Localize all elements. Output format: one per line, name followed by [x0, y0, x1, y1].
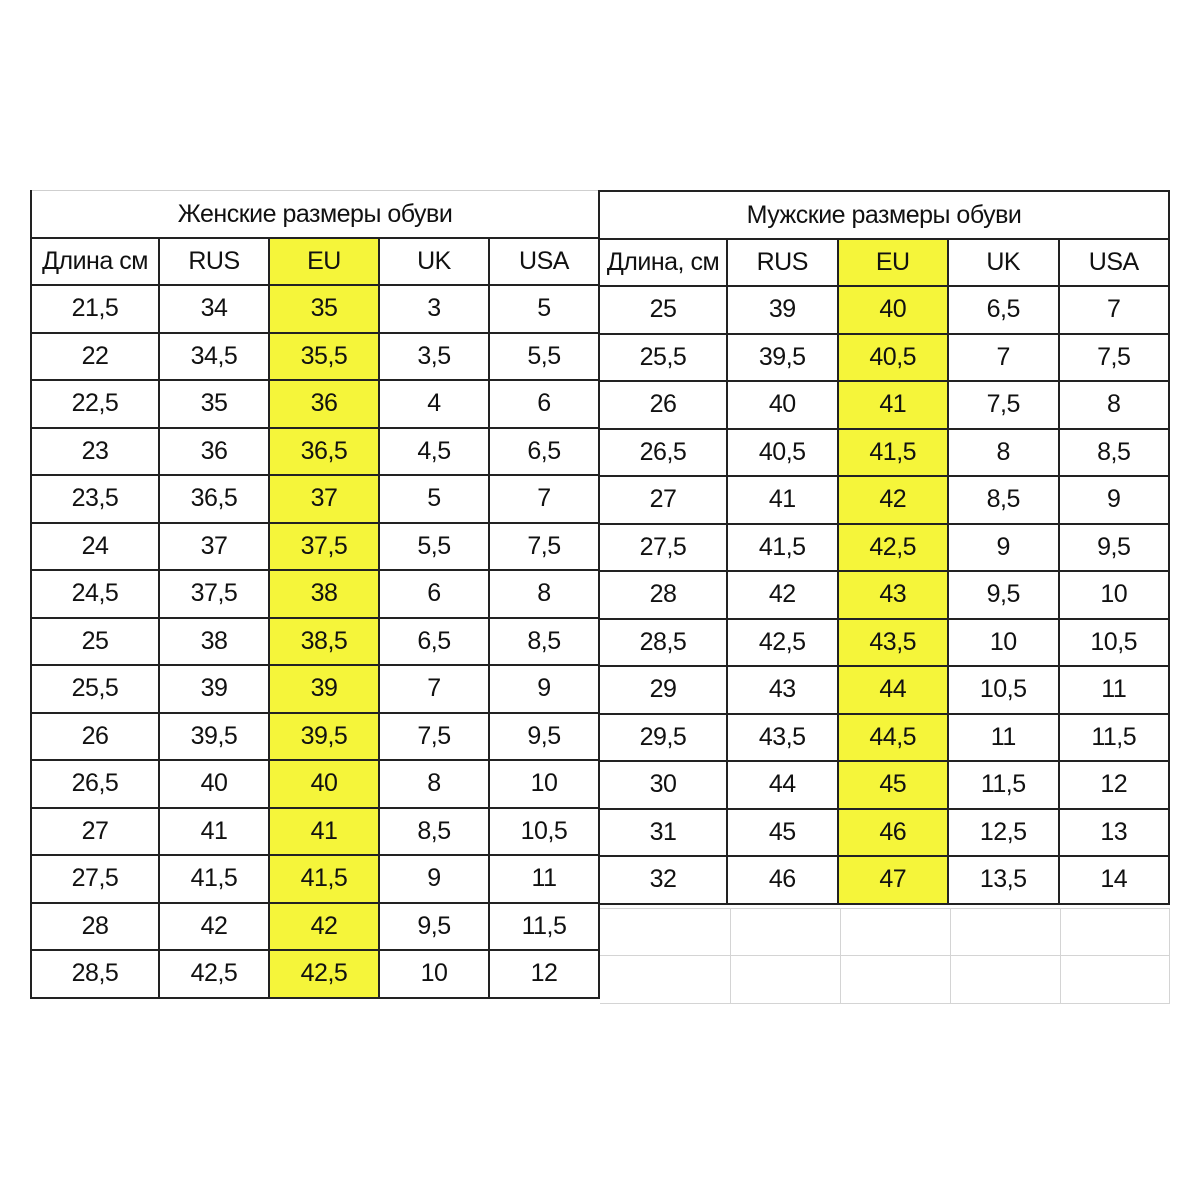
men-cell-uk: 8,5 — [948, 476, 1059, 524]
women-cell-eu: 38 — [269, 570, 379, 618]
women-cell-usa: 5 — [489, 285, 599, 333]
men-cell-uk: 10 — [948, 619, 1059, 667]
women-cell-uk: 6,5 — [379, 618, 489, 666]
women-cell-eu: 40 — [269, 760, 379, 808]
women-cell-rus: 35 — [159, 380, 269, 428]
women-cell-eu: 37 — [269, 475, 379, 523]
women-cell-length: 25 — [31, 618, 159, 666]
women-cell-rus: 34,5 — [159, 333, 269, 381]
women-cell-usa: 7,5 — [489, 523, 599, 571]
women-cell-length: 28 — [31, 903, 159, 951]
women-cell-length: 23 — [31, 428, 159, 476]
table-row — [31, 903, 599, 951]
men-cell-rus: 41 — [727, 476, 838, 524]
grid-line — [840, 908, 841, 1004]
men-cell-eu: 44,5 — [838, 714, 949, 762]
men-cell-uk: 7 — [948, 334, 1059, 382]
men-cell-usa: 7 — [1059, 286, 1170, 334]
men-cell-rus: 39 — [727, 286, 838, 334]
women-cell-usa: 10 — [489, 760, 599, 808]
women-cell-eu: 37,5 — [269, 523, 379, 571]
women-cell-uk: 3,5 — [379, 333, 489, 381]
women-cell-eu: 42 — [269, 903, 379, 951]
women-header-length: Длина см — [31, 238, 159, 285]
men-header-rus: RUS — [727, 239, 838, 286]
table-row — [599, 809, 1169, 857]
men-cell-uk: 11 — [948, 714, 1059, 762]
men-cell-uk: 8 — [948, 429, 1059, 477]
women-cell-rus: 37,5 — [159, 570, 269, 618]
table-row — [31, 475, 599, 523]
women-cell-uk: 5 — [379, 475, 489, 523]
men-cell-uk: 9,5 — [948, 571, 1059, 619]
women-cell-rus: 42 — [159, 903, 269, 951]
table-row — [599, 429, 1169, 477]
table-row — [31, 428, 599, 476]
women-cell-length: 27 — [31, 808, 159, 856]
women-cell-eu: 35 — [269, 285, 379, 333]
table-row — [599, 381, 1169, 429]
grid-line — [1169, 908, 1170, 1004]
men-cell-eu: 45 — [838, 761, 949, 809]
women-cell-length: 22,5 — [31, 380, 159, 428]
women-cell-length: 22 — [31, 333, 159, 381]
women-cell-rus: 36 — [159, 428, 269, 476]
men-cell-uk: 6,5 — [948, 286, 1059, 334]
men-cell-rus: 45 — [727, 809, 838, 857]
men-cell-usa: 11 — [1059, 666, 1170, 714]
men-cell-rus: 43,5 — [727, 714, 838, 762]
women-table-title: Женские размеры обуви — [31, 191, 599, 239]
women-cell-usa: 6,5 — [489, 428, 599, 476]
men-cell-rus: 42 — [727, 571, 838, 619]
women-cell-uk: 3 — [379, 285, 489, 333]
men-cell-length: 30 — [599, 761, 727, 809]
table-row — [599, 761, 1169, 809]
men-cell-eu: 41 — [838, 381, 949, 429]
men-cell-usa: 14 — [1059, 856, 1170, 904]
men-cell-length: 28,5 — [599, 619, 727, 667]
women-cell-rus: 41 — [159, 808, 269, 856]
women-cell-usa: 12 — [489, 950, 599, 998]
men-cell-eu: 40 — [838, 286, 949, 334]
women-cell-length: 25,5 — [31, 665, 159, 713]
table-row — [31, 760, 599, 808]
men-cell-eu: 42 — [838, 476, 949, 524]
grid-line — [1060, 908, 1061, 1004]
table-row — [31, 333, 599, 381]
women-cell-uk: 5,5 — [379, 523, 489, 571]
women-cell-usa: 7 — [489, 475, 599, 523]
men-cell-length: 32 — [599, 856, 727, 904]
women-cell-uk: 9,5 — [379, 903, 489, 951]
women-cell-length: 26,5 — [31, 760, 159, 808]
grid-line — [730, 908, 731, 1004]
men-cell-uk: 10,5 — [948, 666, 1059, 714]
men-cell-uk: 13,5 — [948, 856, 1059, 904]
men-cell-rus: 42,5 — [727, 619, 838, 667]
men-cell-length: 25,5 — [599, 334, 727, 382]
women-cell-rus: 39,5 — [159, 713, 269, 761]
table-row — [31, 808, 599, 856]
table-row — [31, 618, 599, 666]
men-cell-uk: 9 — [948, 524, 1059, 572]
men-cell-rus: 46 — [727, 856, 838, 904]
women-cell-usa: 11 — [489, 855, 599, 903]
women-cell-usa: 6 — [489, 380, 599, 428]
men-cell-length: 26 — [599, 381, 727, 429]
men-cell-length: 31 — [599, 809, 727, 857]
women-header-uk: UK — [379, 238, 489, 285]
men-cell-length: 29 — [599, 666, 727, 714]
men-cell-eu: 44 — [838, 666, 949, 714]
men-cell-eu: 43,5 — [838, 619, 949, 667]
women-cell-uk: 7,5 — [379, 713, 489, 761]
men-cell-rus: 44 — [727, 761, 838, 809]
women-header-rus: RUS — [159, 238, 269, 285]
table-row — [599, 714, 1169, 762]
men-cell-usa: 9 — [1059, 476, 1170, 524]
women-cell-uk: 10 — [379, 950, 489, 998]
table-row — [599, 571, 1169, 619]
women-cell-eu: 36,5 — [269, 428, 379, 476]
men-header-uk: UK — [948, 239, 1059, 286]
women-cell-eu: 41 — [269, 808, 379, 856]
women-cell-usa: 8,5 — [489, 618, 599, 666]
table-row — [599, 334, 1169, 382]
women-cell-eu: 39 — [269, 665, 379, 713]
table-row — [599, 666, 1169, 714]
men-cell-eu: 46 — [838, 809, 949, 857]
men-cell-usa: 8 — [1059, 381, 1170, 429]
table-row — [599, 476, 1169, 524]
table-row — [31, 570, 599, 618]
men-cell-rus: 43 — [727, 666, 838, 714]
table-row — [31, 713, 599, 761]
women-cell-eu: 36 — [269, 380, 379, 428]
men-cell-usa: 11,5 — [1059, 714, 1170, 762]
men-cell-eu: 43 — [838, 571, 949, 619]
women-cell-uk: 7 — [379, 665, 489, 713]
women-cell-uk: 6 — [379, 570, 489, 618]
men-cell-eu: 41,5 — [838, 429, 949, 477]
women-cell-eu: 35,5 — [269, 333, 379, 381]
table-row — [31, 855, 599, 903]
women-cell-eu: 41,5 — [269, 855, 379, 903]
men-cell-eu: 40,5 — [838, 334, 949, 382]
women-cell-rus: 37 — [159, 523, 269, 571]
table-row — [599, 524, 1169, 572]
men-cell-usa: 12 — [1059, 761, 1170, 809]
men-header-usa: USA — [1059, 239, 1170, 286]
men-cell-usa: 7,5 — [1059, 334, 1170, 382]
men-cell-length: 27,5 — [599, 524, 727, 572]
men-cell-rus: 41,5 — [727, 524, 838, 572]
women-cell-usa: 8 — [489, 570, 599, 618]
men-cell-length: 28 — [599, 571, 727, 619]
men-cell-uk: 12,5 — [948, 809, 1059, 857]
men-cell-length: 26,5 — [599, 429, 727, 477]
men-cell-rus: 40,5 — [727, 429, 838, 477]
men-cell-usa: 10 — [1059, 571, 1170, 619]
women-cell-rus: 38 — [159, 618, 269, 666]
women-cell-uk: 4,5 — [379, 428, 489, 476]
women-cell-usa: 5,5 — [489, 333, 599, 381]
men-header-eu: EU — [838, 239, 949, 286]
women-cell-length: 26 — [31, 713, 159, 761]
men-header-length: Длина, см — [599, 239, 727, 286]
men-cell-usa: 8,5 — [1059, 429, 1170, 477]
women-cell-rus: 39 — [159, 665, 269, 713]
men-size-table — [598, 190, 1170, 905]
women-cell-usa: 9 — [489, 665, 599, 713]
empty-grid-cells — [600, 908, 1170, 1004]
women-cell-eu: 39,5 — [269, 713, 379, 761]
women-cell-length: 28,5 — [31, 950, 159, 998]
women-cell-uk: 9 — [379, 855, 489, 903]
men-cell-uk: 7,5 — [948, 381, 1059, 429]
men-cell-length: 29,5 — [599, 714, 727, 762]
table-row — [31, 523, 599, 571]
women-cell-rus: 42,5 — [159, 950, 269, 998]
men-cell-usa: 13 — [1059, 809, 1170, 857]
women-cell-length: 23,5 — [31, 475, 159, 523]
men-cell-length: 25 — [599, 286, 727, 334]
men-cell-eu: 42,5 — [838, 524, 949, 572]
table-row — [31, 285, 599, 333]
table-row — [599, 286, 1169, 334]
men-cell-usa: 10,5 — [1059, 619, 1170, 667]
women-cell-usa: 11,5 — [489, 903, 599, 951]
women-cell-eu: 38,5 — [269, 618, 379, 666]
men-table-title: Мужские размеры обуви — [599, 191, 1169, 239]
women-cell-rus: 40 — [159, 760, 269, 808]
men-cell-usa: 9,5 — [1059, 524, 1170, 572]
men-cell-rus: 40 — [727, 381, 838, 429]
women-header-eu: EU — [269, 238, 379, 285]
table-row — [31, 950, 599, 998]
men-cell-rus: 39,5 — [727, 334, 838, 382]
women-cell-rus: 41,5 — [159, 855, 269, 903]
women-cell-uk: 8 — [379, 760, 489, 808]
women-cell-rus: 36,5 — [159, 475, 269, 523]
men-cell-eu: 47 — [838, 856, 949, 904]
women-size-table — [30, 190, 600, 999]
women-cell-eu: 42,5 — [269, 950, 379, 998]
women-cell-rus: 34 — [159, 285, 269, 333]
women-header-usa: USA — [489, 238, 599, 285]
women-cell-usa: 10,5 — [489, 808, 599, 856]
table-row — [599, 619, 1169, 667]
women-cell-length: 21,5 — [31, 285, 159, 333]
women-cell-usa: 9,5 — [489, 713, 599, 761]
women-cell-length: 24 — [31, 523, 159, 571]
men-cell-uk: 11,5 — [948, 761, 1059, 809]
table-row — [31, 380, 599, 428]
table-row — [31, 665, 599, 713]
women-cell-length: 24,5 — [31, 570, 159, 618]
grid-line — [950, 908, 951, 1004]
women-cell-length: 27,5 — [31, 855, 159, 903]
women-cell-uk: 8,5 — [379, 808, 489, 856]
women-cell-uk: 4 — [379, 380, 489, 428]
table-row — [599, 856, 1169, 904]
men-cell-length: 27 — [599, 476, 727, 524]
